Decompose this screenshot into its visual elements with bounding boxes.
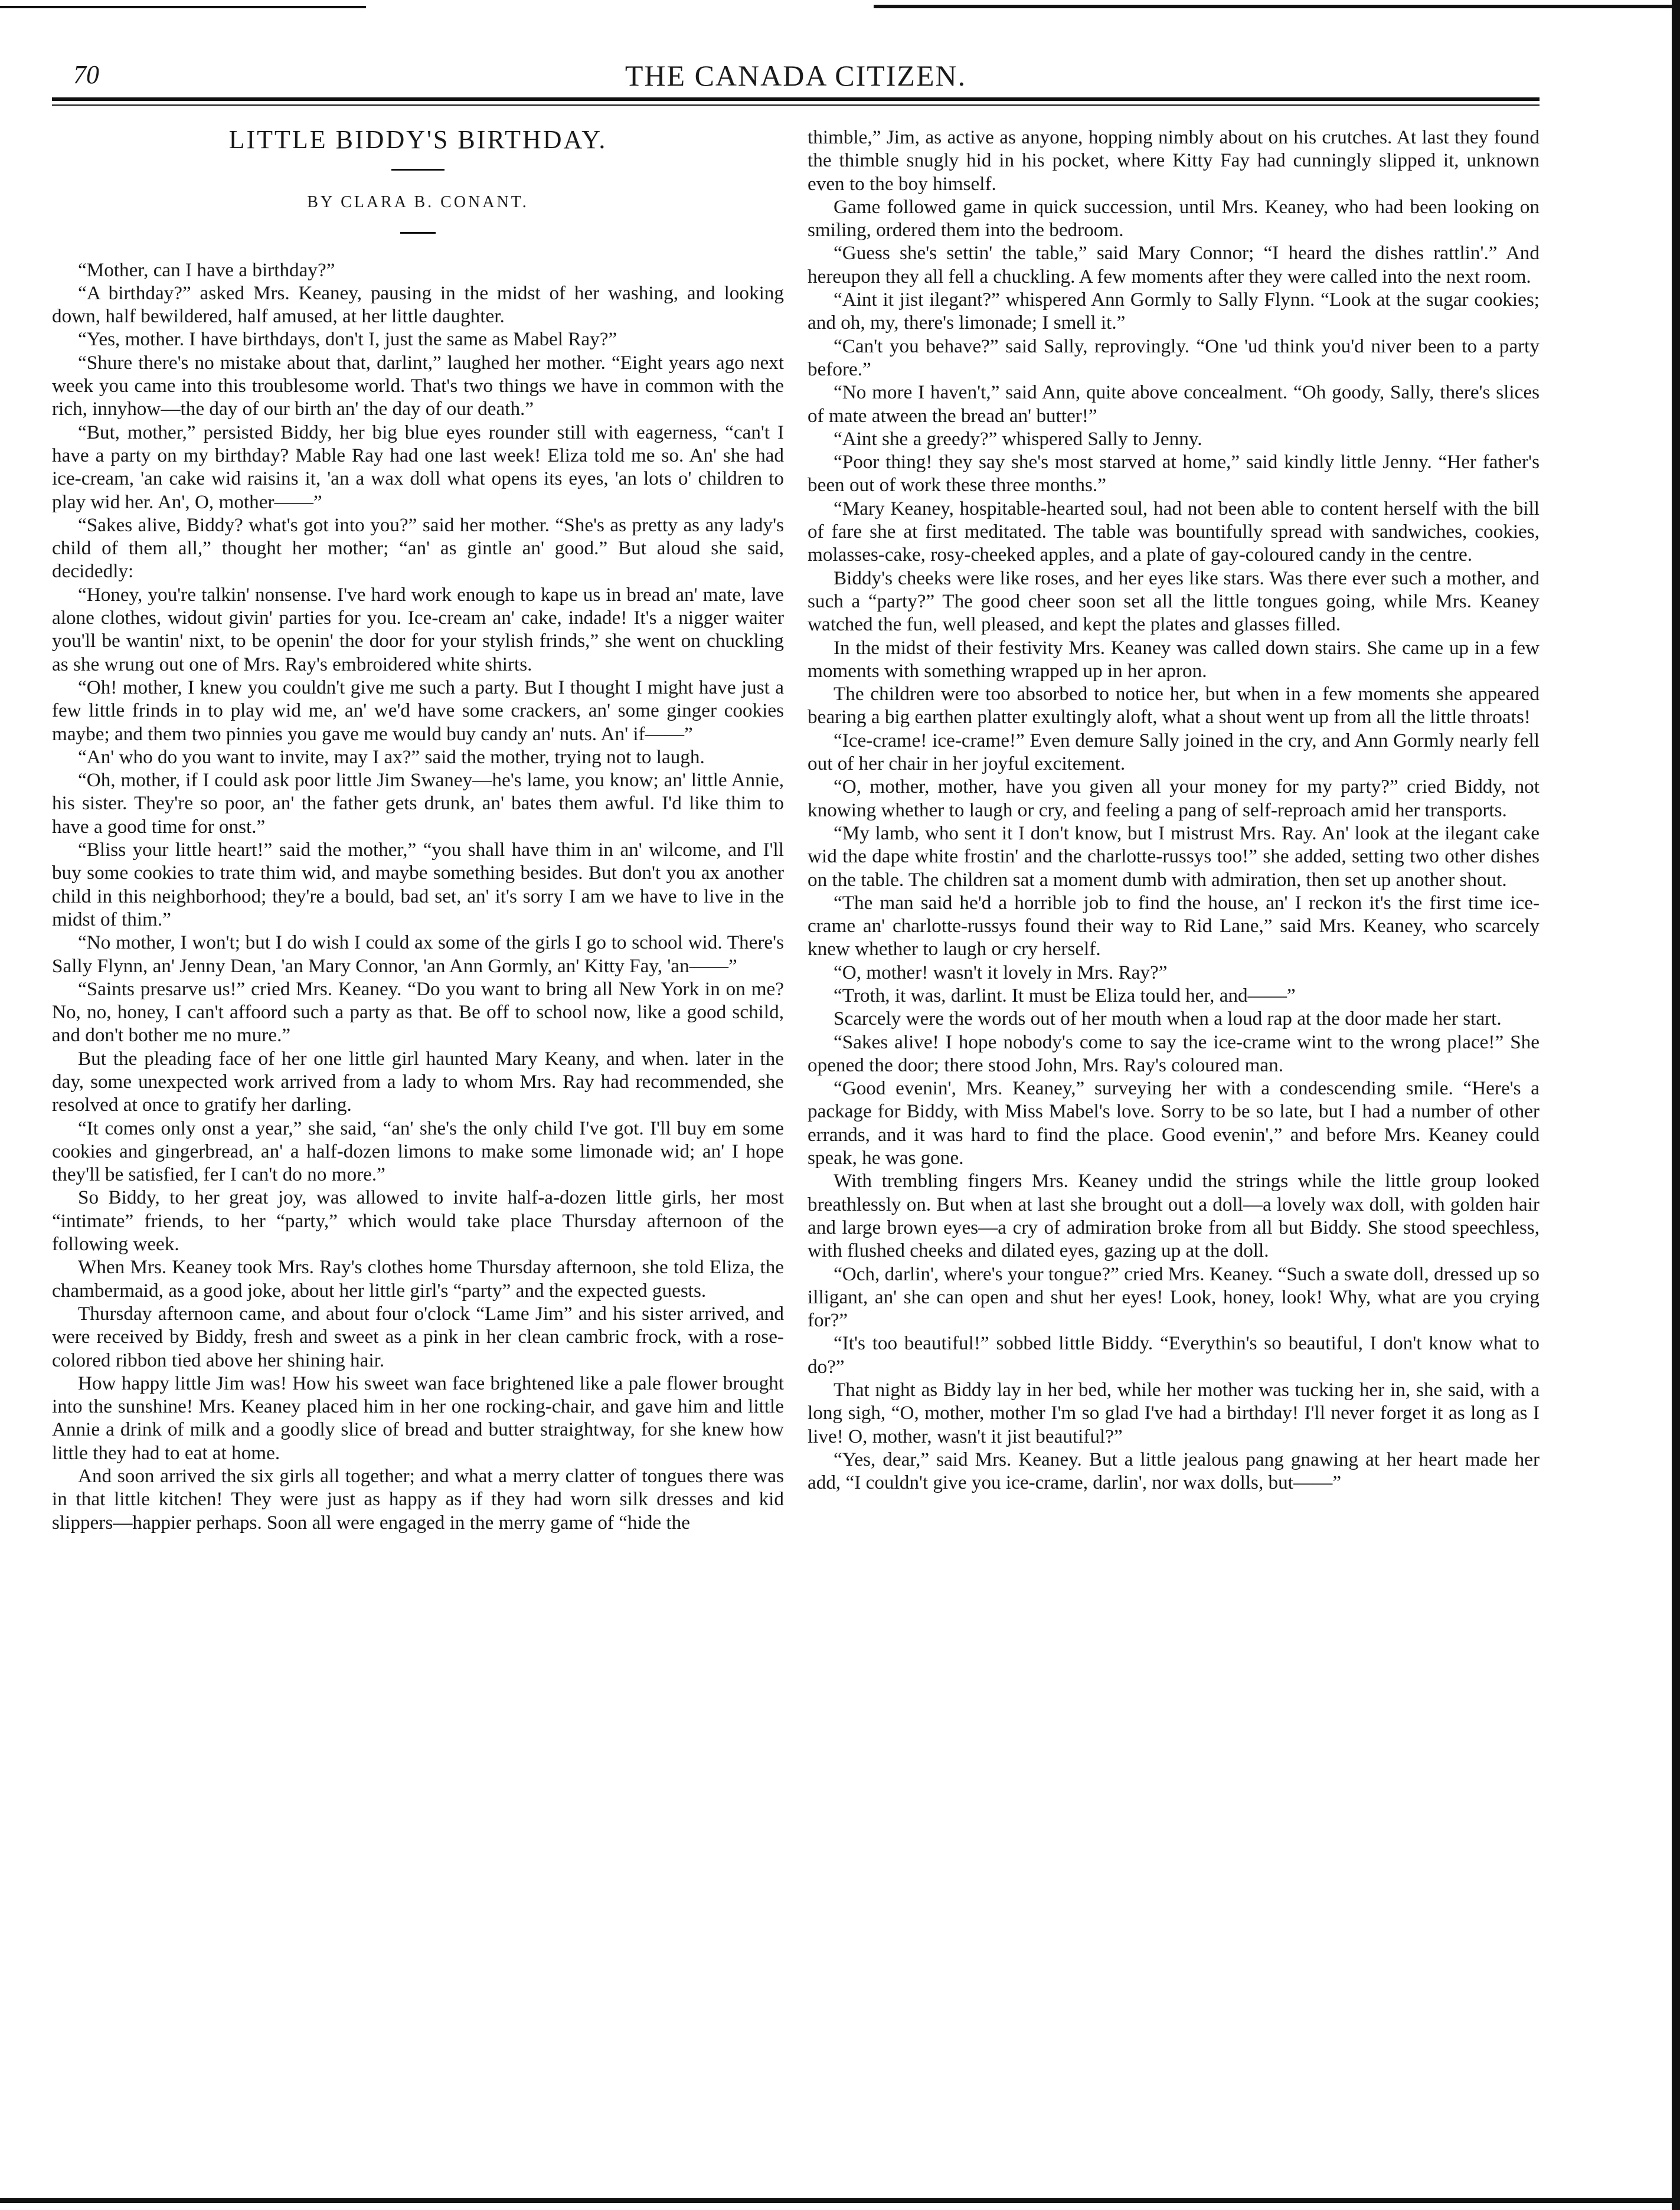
- paragraph: “Bliss your little heart!” said the mother,” “you shall have thim in an' wilcome, and I'll buy some cookies to trate thim wid, and maybe something besides. But don't you ax another child in this neighborhood; they're a bould, bad set, an' it's sorry I am we have to live in the midst of thim.”: [52, 839, 784, 930]
- paragraph: “Honey, you're talkin' nonsense. I've hard work enough to kape us in bread an' mate, lave alone clothes, widout givin' parties for you. Ice-cream an' cake, indade! It's a nigger waiter you'll be wantin' nixt, to be openin' the door for your stylish frinds,” she went on chuckling as she wrung out one of Mrs. Ray's embroidered white shirts.: [52, 583, 784, 675]
- paragraph: “The man said he'd a horrible job to find the house, an' I reckon it's the first time ice-crame an' charlotte-russys found their way to Rid Lane,” said Mrs. Keaney, who scarcely knew whether to laugh or cry herself.: [808, 891, 1540, 960]
- left-column: [52, 126, 784, 1534]
- scan-edge-mark: [874, 5, 1680, 8]
- paragraph: thimble,” Jim, as active as anyone, hopping nimbly about on his crutches. At last they found the thimble snugly hid in his pocket, where Kitty Fay had cunningly slipped it, unknown even to the boy himself.: [808, 126, 1540, 195]
- paragraph: With trembling fingers Mrs. Keaney undid the strings while the little group looked breathlessly on. But when at last she brought out a doll—a lovely wax doll, with golden hair and large brown eyes—a cry of admiration broke from all but Biddy. She stood speechless, with flushed cheeks and dilated eyes, gazing up at the doll.: [808, 1170, 1540, 1262]
- paragraph: “Aint she a greedy?” whispered Sally to Jenny.: [834, 427, 1202, 450]
- paragraph: “Och, darlin', where's your tongue?” cried Mrs. Keaney. “Such a swate doll, dressed up so illigant, an' she can open and shut her eyes! Look, honey, look! Why, what are you crying for?”: [808, 1263, 1540, 1332]
- paragraph: “Troth, it was, darlint. It must be Eliza tould her, and——”: [834, 984, 1296, 1006]
- right-column: [808, 126, 1540, 1534]
- paragraph: Biddy's cheeks were like roses, and her eyes like stars. Was there ever such a mother, and such a “party?” The good cheer soon set all the little tongues going, while Mrs. Keaney watched the fun, well pleased, and kept the plates and glasses filled.: [808, 567, 1540, 636]
- paragraph: But the pleading face of her one little girl haunted Mary Keany, and when. later in the day, some unexpected work arrived from a lady to whom Mrs. Ray had recommended, she resolved at once to gratify her darling.: [52, 1047, 784, 1116]
- paragraph: And soon arrived the six girls all together; and what a merry clatter of tongues there was in that little kitchen! They were just as happy as if they had worn silk dresses and kid slippers—happier perhaps. Soon all were engaged in the merry game of “hide the: [52, 1465, 784, 1534]
- paragraph: “Yes, mother. I have birthdays, don't I, just the same as Mabel Ray?”: [78, 328, 617, 351]
- paragraph: When Mrs. Keaney took Mrs. Ray's clothes home Thursday afternoon, she told Eliza, the chambermaid, as a good joke, about her little girl's “party” and the expected guests.: [52, 1256, 784, 1302]
- paragraph: “Mary Keaney, hospitable-hearted soul, had not been able to content herself with the bill of fare she at first meditated. The table was bountifully spread with sandwiches, cookies, molasses-cake, rosy-cheeked apples, and a plate of gay-coloured candy in the centre.: [808, 497, 1540, 566]
- title-divider: [391, 169, 444, 171]
- paragraph: “Shure there's no mistake about that, darlint,” laughed her mother. “Eight years ago next week you came into this troublesome world. That's two things we have in common with the rich, innyhow—the day of our birth an' the day of our death.”: [52, 351, 784, 420]
- paragraph: “Yes, dear,” said Mrs. Keaney. But a little jealous pang gnawing at her heart made her add, “I couldn't give you ice-crame, darlin', nor wax dolls, but——”: [808, 1448, 1540, 1494]
- paragraph: Game followed game in quick succession, until Mrs. Keaney, who had been looking on smiling, ordered them into the bedroom.: [808, 195, 1540, 241]
- scan-top-edge: [0, 0, 1680, 31]
- paragraph: “An' who do you want to invite, may I ax?” said the mother, trying not to laugh.: [78, 746, 705, 768]
- scan-edge-mark: [0, 6, 366, 8]
- paragraph: In the midst of their festivity Mrs. Keaney was called down stairs. She came up in a few moments with something wrapped up in her apron.: [808, 636, 1540, 682]
- scan-right-edge: [1672, 0, 1680, 2210]
- paragraph: “O, mother! wasn't it lovely in Mrs. Ray?”: [834, 961, 1168, 983]
- paragraph: “It comes only onst a year,” she said, “an' she's the only child I've got. I'll buy em some cookies and gingerbread, an' a half-dozen limons to make some limonade wid; an' I hope they'll be satisfied, fer I can't do no more.”: [52, 1117, 784, 1186]
- header-rule-thick: [52, 97, 1540, 101]
- paragraph: “Can't you behave?” said Sally, reprovingly. “One 'ud think you'd niver been to a party before.”: [808, 335, 1540, 380]
- header-rule-thin: [52, 104, 1540, 106]
- paragraph: Thursday afternoon came, and about four o'clock “Lame Jim” and his sister arrived, and were received by Biddy, fresh and sweet as a pink in her clean cambric frock, with a rose-colored ribbon tied above her shining hair.: [52, 1302, 784, 1371]
- paragraph: “It's too beautiful!” sobbed little Biddy. “Everythin's so beautiful, I don't know what to do?”: [808, 1332, 1540, 1378]
- paragraph: “Poor thing! they say she's most starved at home,” said kindly little Jenny. “Her father's been out of work these three months.”: [808, 451, 1540, 496]
- paragraph: That night as Biddy lay in her bed, while her mother was tucking her in, she said, with a long sigh, “O, mother, mother I'm so glad I've had a birthday! I'll never forget it as long as I live! O, mother, wasn't it jist beautiful?”: [808, 1379, 1540, 1447]
- paragraph: “Ice-crame! ice-crame!” Even demure Sally joined in the cry, and Ann Gormly nearly fell out of her chair in her joyful excitement.: [808, 729, 1540, 775]
- paragraph: “Good evenin', Mrs. Keaney,” surveying her with a condescending smile. “Here's a package for Biddy, with Miss Mabel's love. Sorry to be so late, but I had a number of other errands, and it was hard to find the place. Good evenin',” and before Mrs. Keaney could speak, he was gone.: [808, 1077, 1540, 1169]
- article-columns: [52, 126, 1540, 1534]
- paragraph: “My lamb, who sent it I don't know, but I mistrust Mrs. Ray. An' look at the ilegant cake wid the dape white frostin' and the charlotte-russys too!” she added, setting two other dishes on the table. The children sat a moment dumb with admiration, then set up another shout.: [808, 822, 1540, 891]
- paragraph: “Oh! mother, I knew you couldn't give me such a party. But I thought I might have just a few little frinds in to play wid me, an' we'd have some crackers, an' some ginger cookies maybe; and them two pinnies you gave me would buy candy an' nuts. An' if——”: [52, 676, 784, 745]
- story-byline: BY CLARA B. CONANT.: [307, 193, 529, 212]
- paragraph: “Mother, can I have a birthday?”: [78, 259, 335, 281]
- paragraph: “No more I haven't,” said Ann, quite above concealment. “Oh goody, Sally, there's slices of mate atween the bread an' butter!”: [808, 381, 1540, 427]
- paragraph: “But, mother,” persisted Biddy, her big blue eyes rounder still with eagerness, “can't I have a party on my birthday? Mable Ray had one last week! Eliza told me so. An' she had ice-cream, 'an cake wid raisins it, 'an a wax doll what opens its eyes, 'an lots o' children to play wid her. An', O, mother——”: [52, 421, 784, 513]
- paragraph: How happy little Jim was! How his sweet wan face brightened like a pale flower brought into the sunshine! Mrs. Keaney placed him in her one rocking-chair, and gave him and little Annie a drink of milk and a goodly slice of bread and butter straightway, for she knew how little they had to eat at home.: [52, 1372, 784, 1464]
- paragraph: “Sakes alive! I hope nobody's come to say the ice-crame wint to the wrong place!” She opened the door; there stood John, Mrs. Ray's coloured man.: [808, 1031, 1540, 1076]
- paragraph: “Saints presarve us!” cried Mrs. Keaney. “Do you want to bring all New York in on me? No, no, honey, I can't affoord such a party as that. Be off to school now, like a good schild, and don't bother me no mure.”: [52, 978, 784, 1047]
- paragraph: The children were too absorbed to notice her, but when in a few moments she appeared bearing a big earthen platter exultingly aloft, what a shout went up from all the little throats!: [808, 683, 1540, 728]
- paragraph: “Sakes alive, Biddy? what's got into you?” said her mother. “She's as pretty as any lady's child of them all,” thought her mother; “an' as gintle an' good.” But aloud she said, decidedly:: [52, 514, 784, 583]
- paragraph: “Guess she's settin' the table,” said Mary Connor; “I heard the dishes rattlin'.” And hereupon they all fell a chuckling. A few moments after they were called into the next room.: [808, 242, 1540, 287]
- journal-title: THE CANADA CITIZEN.: [625, 59, 967, 92]
- paragraph: “O, mother, mother, have you given all your money for my party?” cried Biddy, not knowing whether to laugh or cry, and feeling a pang of self-reproach amid her transports.: [808, 776, 1540, 821]
- byline-divider: [400, 232, 436, 234]
- paragraph: “Oh, mother, if I could ask poor little Jim Swaney—he's lame, you know; an' little Annie, his sister. They're so poor, an' the father gets drunk, an' bates them awful. I'd like thim to have a good time for onst.”: [52, 769, 784, 838]
- story-title: LITTLE BIDDY'S BIRTHDAY.: [228, 125, 607, 154]
- page-number: 70: [73, 60, 99, 89]
- paragraph: “Aint it jist ilegant?” whispered Ann Gormly to Sally Flynn. “Look at the sugar cookies; and oh, my, there's limonade; I smell it.”: [808, 289, 1540, 334]
- paragraph: Scarcely were the words out of her mouth when a loud rap at the door made her start.: [834, 1008, 1502, 1030]
- paragraph: “A birthday?” asked Mrs. Keaney, pausing in the midst of her washing, and looking down, half bewildered, half amused, at her little daughter.: [52, 282, 784, 328]
- paragraph: “No mother, I won't; but I do wish I could ax some of the girls I go to school wid. There's Sally Flynn, an' Jenny Dean, 'an Mary Connor, 'an Ann Gormly, an' Kitty Fay, 'an——”: [52, 931, 784, 977]
- newspaper-page: [52, 56, 1540, 2157]
- scan-bottom-edge: [0, 2198, 1680, 2203]
- paragraph: So Biddy, to her great joy, was allowed to invite half-a-dozen little girls, her most “intimate” friends, to her “party,” which would take place Thursday afternoon of the following week.: [52, 1186, 784, 1256]
- running-head: [52, 56, 1540, 91]
